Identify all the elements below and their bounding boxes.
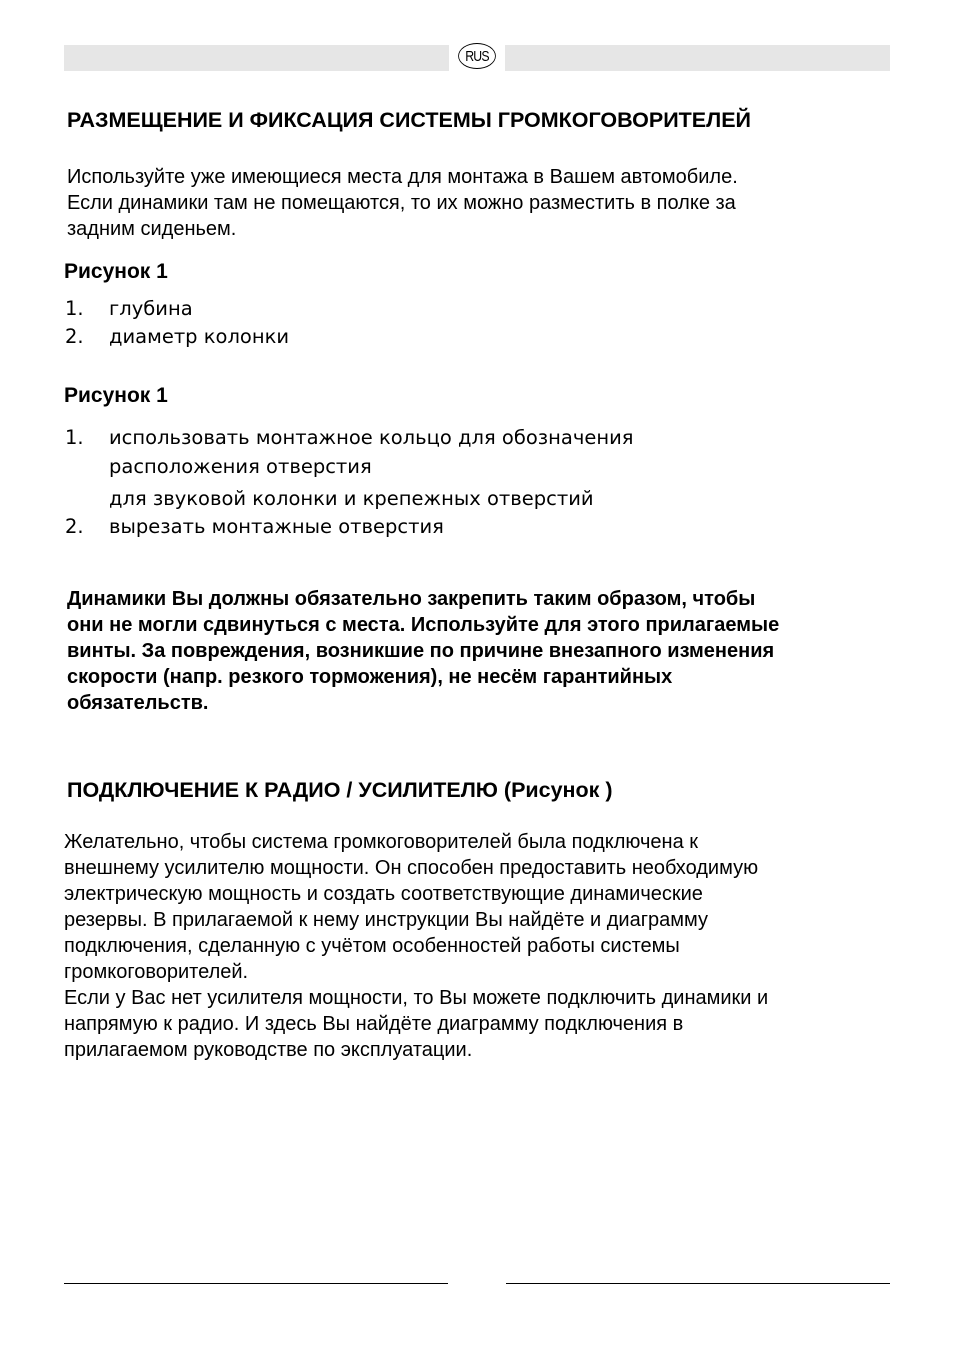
connection-paragraph xyxy=(64,829,768,1063)
list-item xyxy=(65,515,765,541)
warning-paragraph xyxy=(67,586,779,716)
list-number: 1. xyxy=(65,297,84,320)
figure-b-title: Рисунок 1 xyxy=(64,384,168,407)
list-text: вырезать монтажные отверстия xyxy=(109,515,444,538)
paragraph-line: напрямую к радио. И здесь Вы найдёте диаграмму подключения в xyxy=(64,1013,684,1035)
section-heading-placement: РАЗМЕЩЕНИЕ И ФИКСАЦИЯ СИСТЕМЫ ГРОМКОГОВОРИТЕЛЕЙ xyxy=(67,108,752,132)
language-badge-label: RUS xyxy=(458,43,496,69)
paragraph-line: внешнему усилителю мощности. Он способен предоставить необходимую xyxy=(64,857,759,879)
figure-a-title: Рисунок 1 xyxy=(64,260,168,283)
warning-line: обязательств. xyxy=(67,692,209,714)
list-number: 1. xyxy=(65,426,84,449)
paragraph-line: громкоговорителей. xyxy=(64,961,249,983)
paragraph-line: резервы. В прилагаемой к нему инструкции Вы найдёте и диаграмму xyxy=(64,909,708,931)
paragraph-line: подключения, сделанную с учётом особенностей работы системы xyxy=(64,935,680,957)
list-text: диаметр колонки xyxy=(109,325,290,348)
list-text-continuation: расположения отверстия xyxy=(109,455,372,478)
language-badge xyxy=(449,40,505,72)
list-text-continuation: для звуковой колонки и крепежных отверстий xyxy=(109,487,594,510)
warning-line: винты. За повреждения, возникшие по причине внезапного изменения xyxy=(67,640,775,662)
list-text: использовать монтажное кольцо для обозначения xyxy=(109,426,634,449)
section-heading-connection: ПОДКЛЮЧЕНИЕ К РАДИО / УСИЛИТЕЛЮ (Рисунок ) xyxy=(67,778,613,802)
list-item xyxy=(65,426,765,452)
list-number: 2. xyxy=(65,325,84,348)
paragraph-line: Если динамики там не помещаются, то их можно разместить в полке за xyxy=(67,192,736,214)
list-item xyxy=(65,325,565,351)
list-text: глубина xyxy=(109,297,193,320)
warning-line: Динамики Вы должны обязательно закрепить таким образом, чтобы xyxy=(67,588,756,610)
paragraph-line: Желательно, чтобы система громкоговорителей была подключена к xyxy=(64,831,699,853)
warning-line: скорости (напр. резкого торможения), не несём гарантийных xyxy=(67,666,673,688)
paragraph-line: электрическую мощность и создать соответствующие динамические xyxy=(64,883,703,905)
list-number: 2. xyxy=(65,515,84,538)
section-intro-paragraph xyxy=(67,164,738,242)
paragraph-line: задним сиденьем. xyxy=(67,218,237,240)
paragraph-line: Если у Вас нет усилителя мощности, то Вы можете подключить динамики и xyxy=(64,987,769,1009)
footer-rule-right xyxy=(506,1283,890,1284)
list-item xyxy=(65,297,565,323)
paragraph-line: прилагаемом руководстве по эксплуатации. xyxy=(64,1039,473,1061)
warning-line: они не могли сдвинуться с места. Используйте для этого прилагаемые xyxy=(67,614,780,636)
paragraph-line: Используйте уже имеющиеся места для монтажа в Вашем автомобиле. xyxy=(67,166,738,188)
footer-rule-left xyxy=(64,1283,448,1284)
